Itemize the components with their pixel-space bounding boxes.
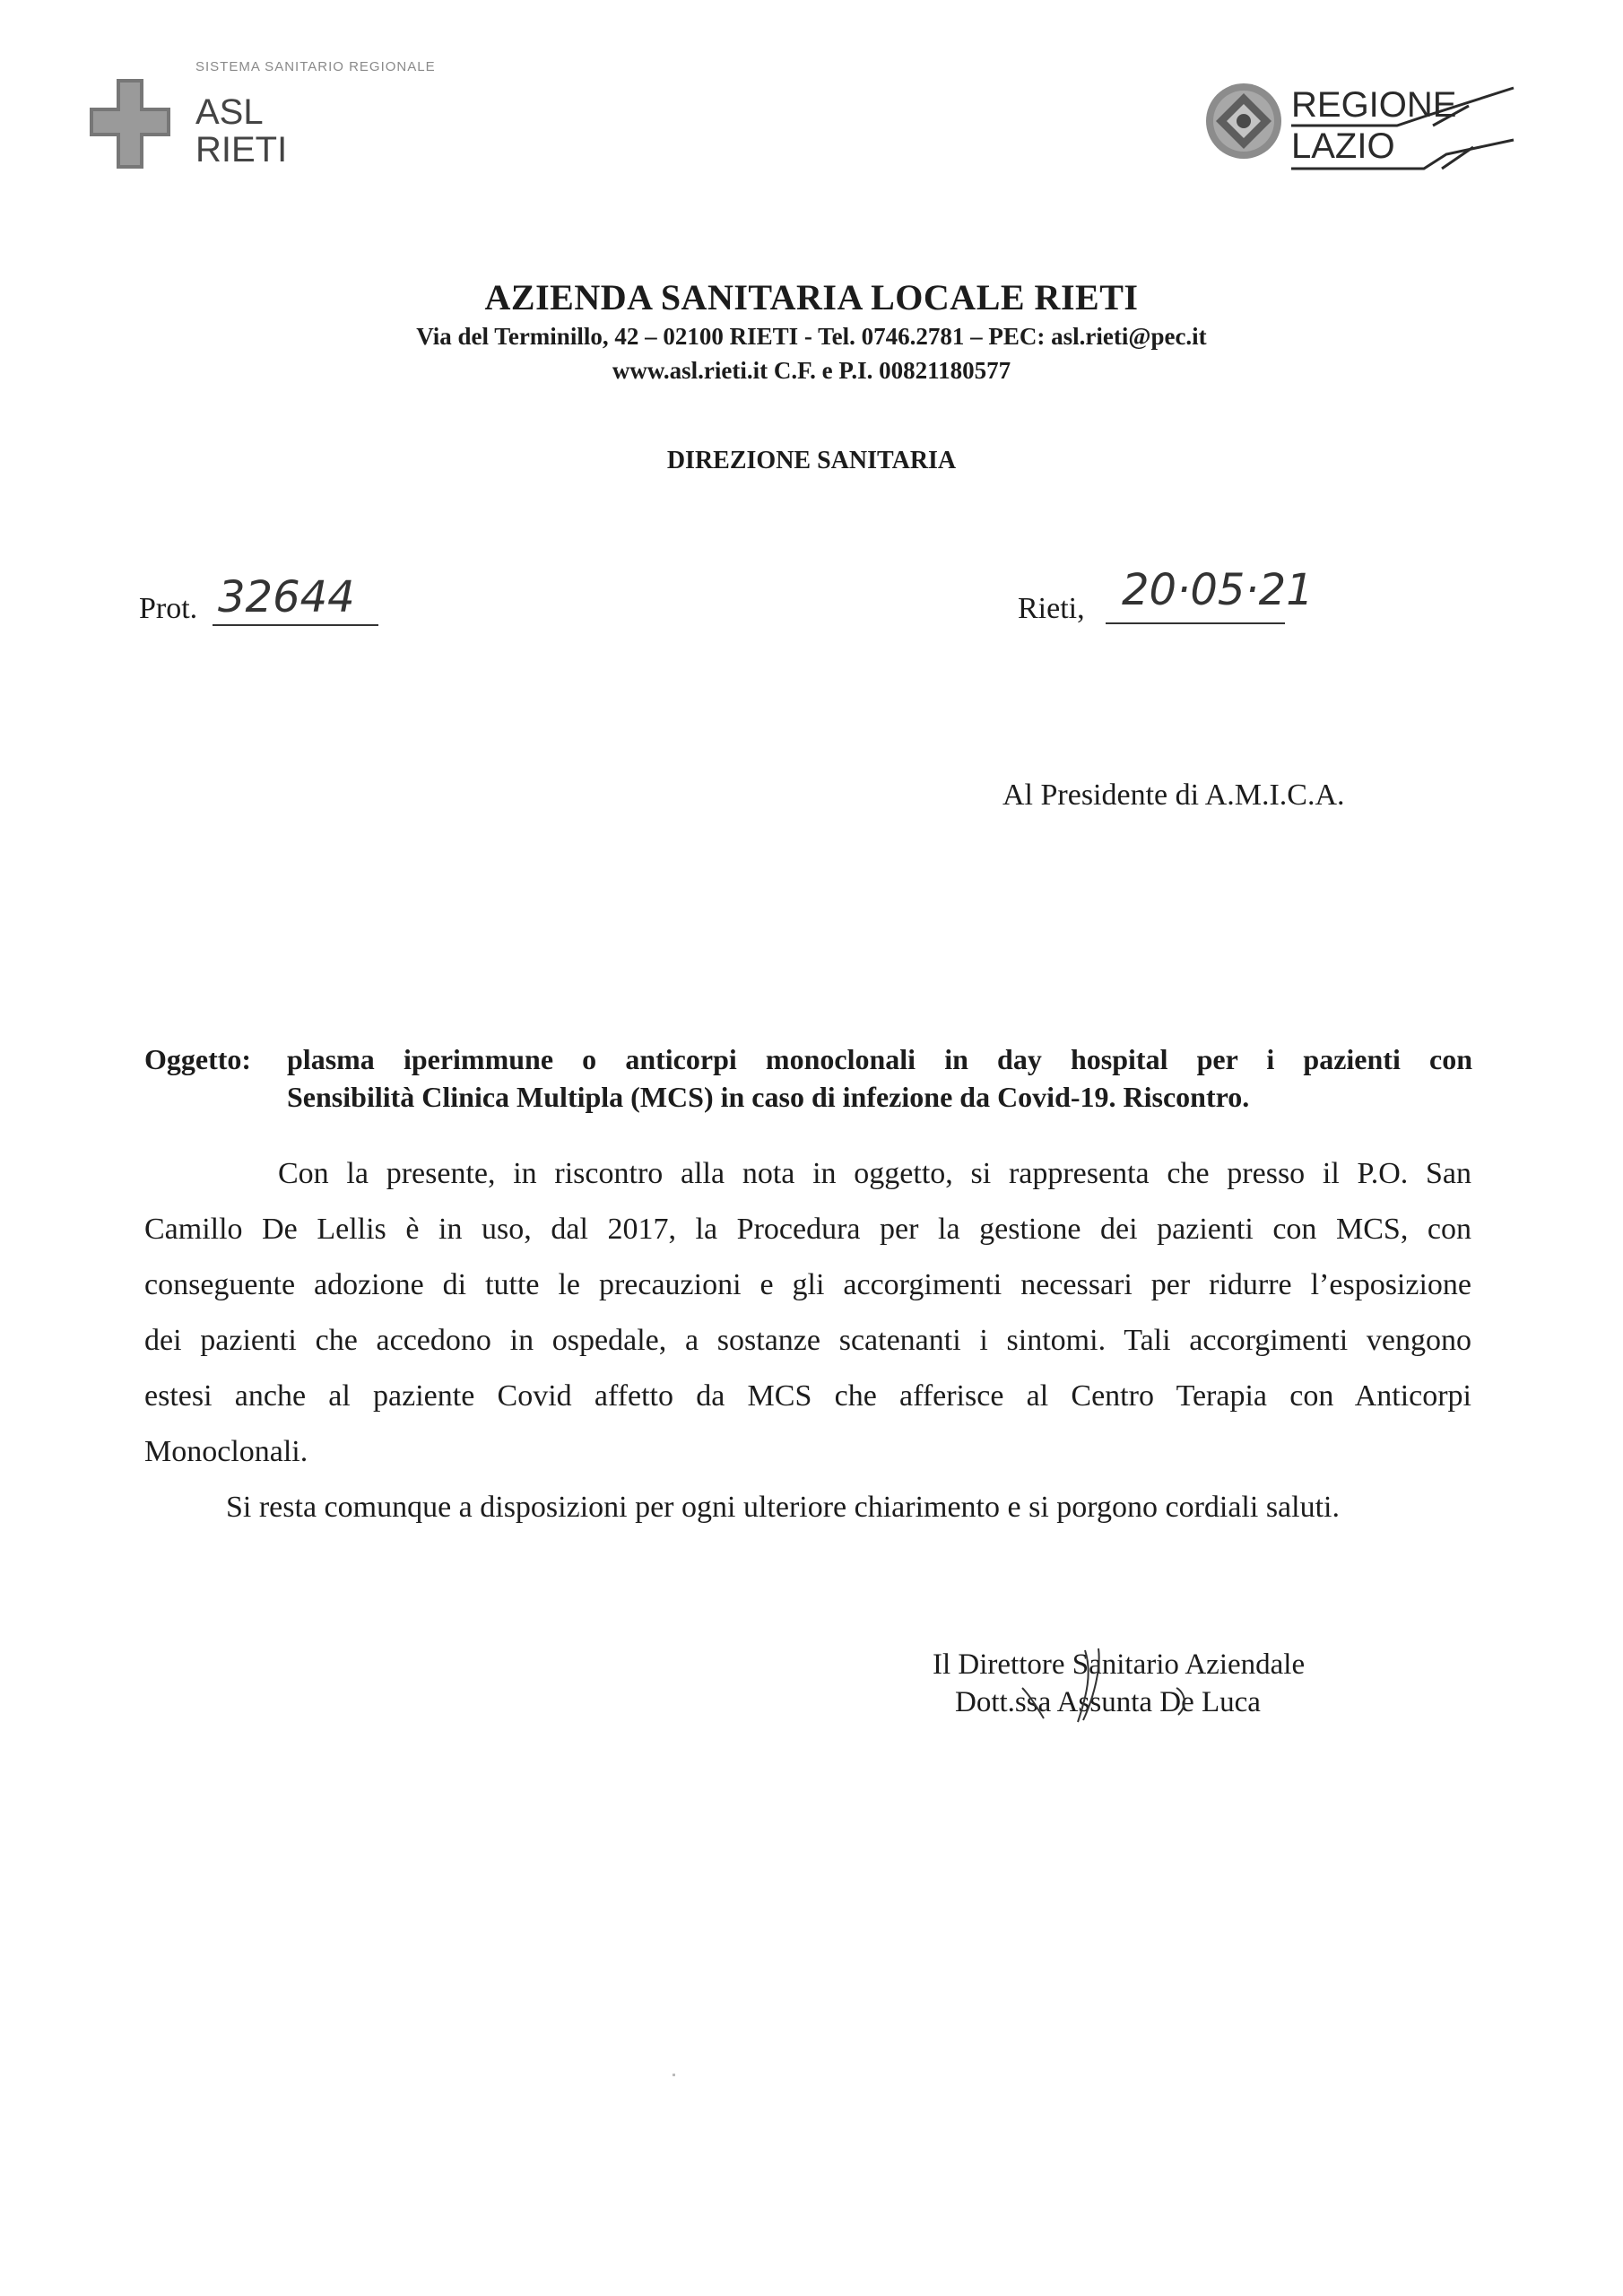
protocol-number: 32644 [213, 572, 378, 626]
body-line: Camillo De Lellis è in uso, dal 2017, la Procedura per la gestione dei pazienti con MCS, con [144, 1213, 1471, 1246]
regione-line: REGIONE [1291, 85, 1457, 125]
protocol-label: Prot. [139, 592, 198, 625]
subject-line-1: plasma iperimmune o anticorpi monoclonali in day hospital per i pazienti con [287, 1043, 1472, 1075]
body-line: estesi anche al paziente Covid affetto da MCS che afferisce al Centro Terapia con Anticorpi [144, 1379, 1471, 1413]
asl-system-label: SISTEMA SANITARIO REGIONALE [195, 59, 436, 74]
organization-name: AZIENDA SANITARIA LOCALE RIETI [484, 277, 1139, 317]
asl-cross-logo-icon [90, 79, 170, 169]
asl-logo-line1: ASL [195, 92, 264, 132]
handwritten-signature-icon [986, 1632, 1327, 1731]
body-line: dei pazienti che accedono in ospedale, a sostanze scatenanti i sintomi. Tali accorgimenti vengono [144, 1324, 1471, 1357]
signatory-name: Dott.ssa Assunta De Luca [955, 1686, 1261, 1718]
body-line: conseguente adozione di tutte le precauzioni e gli accorgimenti necessari per ridurre l’esposizione [144, 1268, 1471, 1301]
scan-speck [673, 2074, 675, 2076]
letter-date: 20·05·21 [1106, 565, 1285, 624]
subject-line-2: Sensibilità Clinica Multipla (MCS) in caso di infezione da Covid-19. Riscontro. [287, 1081, 1250, 1113]
closing-line: Si resta comunque a disposizioni per ogni ulteriore chiarimento e si porgono cordiali saluti. [226, 1491, 1340, 1524]
department-name: DIREZIONE SANITARIA [666, 447, 957, 474]
regione-lazio-seal-icon [1203, 81, 1284, 161]
signatory-title: Il Direttore Sanitario Aziendale [933, 1648, 1306, 1681]
organization-web-fiscal: www.asl.rieti.it C.F. e P.I. 00821180577 [612, 357, 1011, 384]
lazio-line: LAZIO [1291, 126, 1395, 166]
recipient: Al Presidente di A.M.I.C.A. [1002, 778, 1345, 812]
body-line: Con la presente, in riscontro alla nota in oggetto, si rappresenta che presso il P.O. San [278, 1157, 1471, 1190]
date-place-label: Rieti, [1018, 592, 1085, 625]
asl-logo-text [195, 93, 287, 169]
organization-address: Via del Terminillo, 42 – 02100 RIETI - Tel. 0746.2781 – PEC: asl.rieti@pec.it [416, 323, 1207, 350]
regione-lazio-text [1291, 84, 1456, 167]
body-line: Monoclonali. [144, 1435, 308, 1468]
asl-logo-line2: RIETI [195, 130, 288, 170]
subject-label: Oggetto: [144, 1043, 252, 1075]
